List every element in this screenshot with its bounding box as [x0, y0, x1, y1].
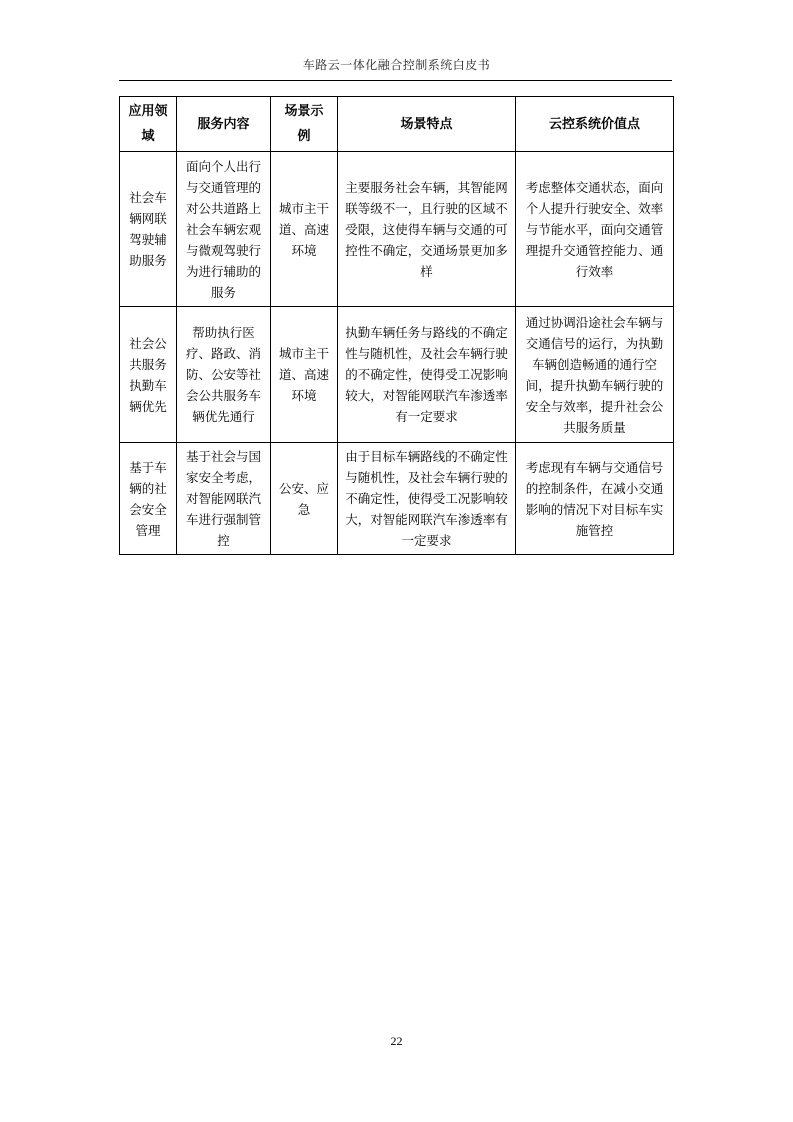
table-row: [120, 443, 674, 555]
cell-domain: 社会车辆网联驾驶辅助服务: [120, 152, 177, 307]
header-divider: [119, 80, 672, 81]
cell-scenario: 公安、应急: [271, 443, 338, 555]
header-service: 服务内容: [177, 97, 271, 152]
cell-scenario: 城市主干道、高速环境: [271, 307, 338, 443]
cell-scenario: 城市主干道、高速环境: [271, 152, 338, 307]
application-scenarios-table: [119, 96, 674, 555]
cell-features: 由于目标车辆路线的不确定性与随机性，及社会车辆行驶的不确定性，使得受工况影响较大，对智能网联汽车渗透率有一定要求: [338, 443, 516, 555]
cell-service: 帮助执行医疗、路政、消防、公安等社会公共服务车辆优先通行: [177, 307, 271, 443]
cell-service: 面向个人出行与交通管理的对公共道路上社会车辆宏观与微观驾驶行为进行辅助的服务: [177, 152, 271, 307]
page-number: 22: [390, 1034, 403, 1048]
header-scenario: 场景示例: [271, 97, 338, 152]
header-domain: 应用领域: [120, 97, 177, 152]
header-value: 云控系统价值点: [516, 97, 674, 152]
header-features: 场景特点: [338, 97, 516, 152]
cell-domain: 基于车辆的社会安全管理: [120, 443, 177, 555]
table-header-row: [120, 97, 674, 152]
cell-domain: 社会公共服务执勤车辆优先: [120, 307, 177, 443]
cell-features: 主要服务社会车辆，其智能网联等级不一，且行驶的区域不受限，这使得车辆与交通的可控性不确定，交通场景更加多样: [338, 152, 516, 307]
cell-value: 考虑现有车辆与交通信号的控制条件，在减小交通影响的情况下对目标车实施管控: [516, 443, 674, 555]
cell-service: 基于社会与国家安全考虑，对智能网联汽车进行强制管控: [177, 443, 271, 555]
table-row: [120, 152, 674, 307]
table-row: [120, 307, 674, 443]
cell-value: 通过协调沿途社会车辆与交通信号的运行，为执勤车辆创造畅通的通行空间，提升执勤车辆行驶的安全与效率，提升社会公共服务质量: [516, 307, 674, 443]
cell-value: 考虑整体交通状态，面向个人提升行驶安全、效率与节能水平，面向交通管理提升交通管控能力、通行效率: [516, 152, 674, 307]
cell-features: 执勤车辆任务与路线的不确定性与随机性，及社会车辆行驶的不确定性，使得受工况影响较大，对智能网联汽车渗透率有一定要求: [338, 307, 516, 443]
running-header: 车路云一体化融合控制系统白皮书: [302, 58, 491, 72]
